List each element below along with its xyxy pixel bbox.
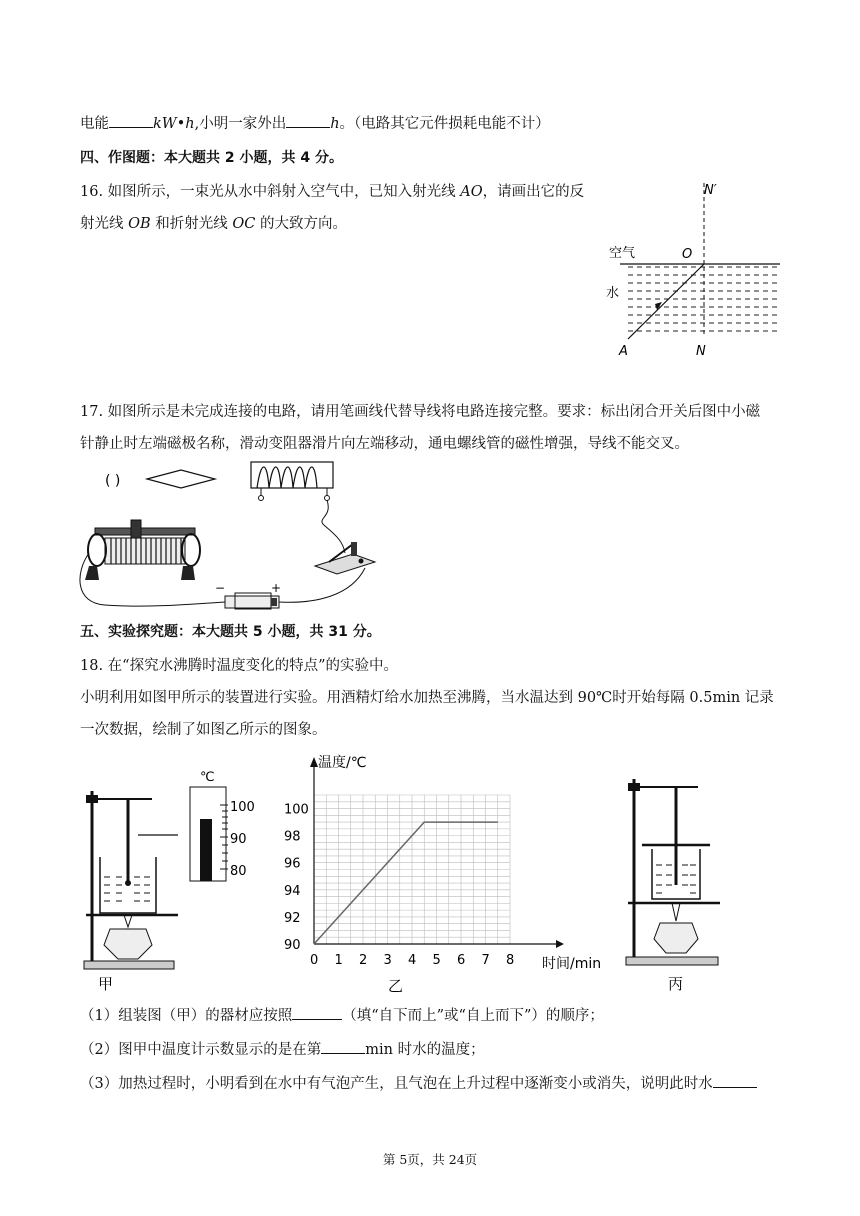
- switch: [315, 542, 375, 574]
- battery-plus: +: [271, 581, 282, 595]
- q18-line-2: 小明利用如图甲所示的装置进行实验。用酒精灯给水加热至沸腾，当水温达到 90℃时开始每隔 0.5min 记录: [80, 690, 774, 706]
- x-tick-label: 8: [506, 953, 515, 968]
- section-5-title: 五、实验探究题：本大题共 5 小题，共 31 分。: [80, 624, 381, 640]
- o-label: O: [682, 247, 693, 262]
- q17-line-1: 17. 如图所示是未完成连接的电路，请用笔画线代替导线将电路连接完整。要求：标出闭合开关后图中小磁: [80, 404, 761, 420]
- y-tick-label: 98: [284, 829, 301, 845]
- n-prime-label: N′: [704, 183, 717, 198]
- water-label: 水: [606, 286, 620, 301]
- circuit-figure: [75, 458, 395, 618]
- apparatus-bing: [620, 775, 730, 995]
- x-tick-label: 0: [310, 953, 319, 968]
- q18-sub-1: （1）组装图（甲）的器材应按照 （填“自下而上”或“自上而下”）的顺序；: [80, 1005, 604, 1026]
- q18-sub-3: （3）加热过程时，小明看到在水中有气泡产生，且气泡在上升过程中逐渐变小或消失，说明此时水: [80, 1073, 757, 1094]
- x-axis-label: 时间/min: [542, 956, 602, 972]
- section-4-title: 四、作图题：本大题共 2 小题，共 4 分。: [80, 150, 343, 166]
- apparatus-jia: [80, 765, 270, 995]
- label-bing: 丙: [668, 975, 684, 993]
- pole-bracket: ( ): [105, 473, 121, 489]
- water-region: [624, 265, 780, 333]
- energy-line: 电能 kW•h,小明一家外出 h。（电路其它元件损耗电能不计）: [80, 113, 550, 134]
- temperature-chart: [280, 745, 620, 995]
- label-jia: 甲: [98, 975, 114, 993]
- q18-line-3: 一次数据，绘制了如图乙所示的图象。: [80, 722, 327, 738]
- y-axis-arrow: [310, 757, 318, 767]
- y-tick-label: 100: [284, 802, 309, 818]
- q16-line-1: 16. 如图所示，一束光从水中斜射入空气中，已知入射光线 AO，请画出它的反: [80, 184, 585, 200]
- x-tick-label: 3: [383, 953, 392, 968]
- q16-line-2: 射光线 OB 和折射光线 OC 的大致方向。: [80, 216, 347, 232]
- x-tick-label: 6: [457, 953, 466, 968]
- x-tick-label: 5: [432, 953, 441, 968]
- a-label: A: [619, 344, 628, 359]
- battery: [215, 581, 281, 609]
- svg-text:80: 80: [230, 864, 247, 879]
- x-tick-label: 4: [408, 953, 417, 968]
- y-axis-label: 温度/℃: [318, 755, 367, 771]
- chart-caption: 乙: [388, 977, 404, 995]
- x-tick-label: 1: [334, 953, 343, 968]
- answer-blank: [321, 1039, 365, 1054]
- wire-solenoid-switch: [322, 500, 345, 553]
- air-label: 空气: [609, 246, 636, 261]
- answer-blank: [109, 113, 153, 128]
- y-tick-label: 96: [284, 856, 301, 872]
- magnetic-needle: [147, 470, 215, 488]
- svg-text:90: 90: [230, 832, 247, 847]
- thermometer-scale: [190, 770, 255, 881]
- y-tick-label: 94: [284, 883, 301, 899]
- wire-right: [279, 568, 365, 602]
- page-footer: 第 5页，共 24页: [382, 1152, 478, 1167]
- answer-blank: [292, 1005, 342, 1020]
- q18-sub-2: （2）图甲中温度计示数显示的是在第 min 时水的温度；: [80, 1039, 485, 1060]
- solenoid: [251, 462, 333, 501]
- x-tick-label: 7: [481, 953, 490, 968]
- x-axis-arrow: [556, 940, 564, 948]
- x-tick-label: 2: [359, 953, 368, 968]
- q18-line-1: 18. 在“探究水沸腾时温度变化的特点”的实验中。: [80, 658, 398, 674]
- battery-minus: −: [215, 581, 226, 595]
- svg-text:100: 100: [230, 800, 255, 815]
- rheostat: [85, 520, 200, 580]
- answer-blank: [286, 113, 330, 128]
- answer-blank: [713, 1073, 757, 1088]
- refraction-figure: [600, 175, 790, 365]
- q17-line-2: 针静止时左端磁极名称，滑动变阻器滑片向左端移动，通电螺线管的磁性增强，导线不能交叉。: [80, 436, 689, 452]
- y-tick-label: 92: [284, 910, 301, 926]
- y-tick-label: 90: [284, 938, 301, 953]
- svg-text:℃: ℃: [200, 770, 215, 785]
- n-label: N: [696, 344, 706, 359]
